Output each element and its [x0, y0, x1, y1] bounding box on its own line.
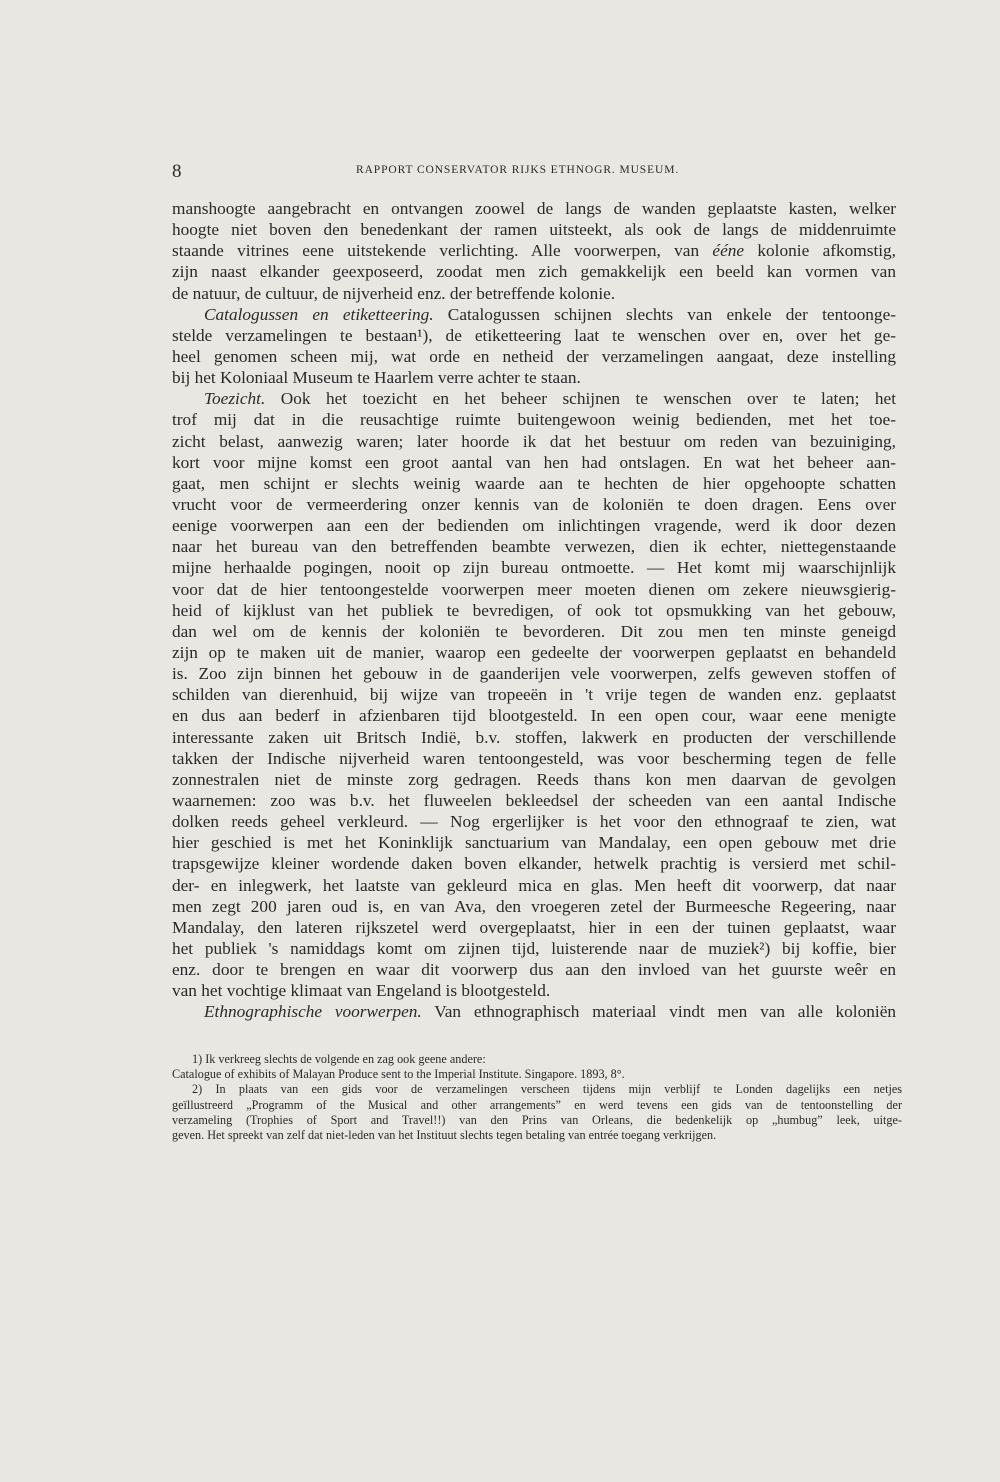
text-line: kort voor mijne komst een groot aantal van hen had ontslagen. En wat het beheer aan-: [172, 452, 896, 472]
italic-heading: Catalogussen en etiketteering.: [204, 304, 434, 324]
text-line: interessante zaken uit Britsch Indië, b.v. stoffen, lakwerk en producten der verschillende: [172, 727, 896, 747]
text-line: bij het Koloniaal Museum te Haarlem verre achter te staan.: [172, 368, 581, 388]
text-line: dolken reeds geheel verkleurd. — Nog ergerlijker is het voor den ethnograaf te zien, wat: [172, 812, 896, 832]
text-line: enz. door te brengen en waar dit voorwerp dus aan den invloed van het guurste weêr en: [172, 960, 896, 980]
text-line: takken der Indische nijverheid waren tentoongesteld, was voor bescherming tegen de felle: [172, 748, 896, 768]
paragraph-ethnographische: [172, 1001, 896, 1022]
text-run: Catalogussen schijnen slechts van enkele der tentoonge-: [433, 304, 896, 324]
text-line: zicht belast, aanwezig waren; later hoorde ik dat het bestuur om reden van bezuiniging,: [172, 431, 896, 451]
text-line: zijn op te maken uit de manier, waarop een gedeelte der voorwerpen geplaatst en behandeld: [172, 642, 896, 662]
text-line: hier geschied is met het Koninklijk sanctuarium van Mandalay, een open gebouw met drie: [172, 833, 896, 853]
text-line: trof mij dat in die reusachtige ruimte buitengewoon weinig bedienden, met het toe-: [172, 410, 896, 430]
text-line: schilden van dierenhuid, bij wijze van tropeeën in 't vrije tegen de wanden enz. geplaatst: [172, 685, 896, 705]
running-head-title: RAPPORT CONSERVATOR RIJKS ETHNOGR. MUSEUM.: [356, 164, 680, 176]
page-number: 8: [172, 161, 182, 182]
footnote-line: geven. Het spreekt van zelf dat niet-leden van het Instituut slechts tegen betaling van entrée toegang verkrijgen.: [172, 1127, 717, 1142]
text-line: heel genomen scheen mij, wat orde en netheid der verzamelingen aangaat, deze instelling: [172, 346, 896, 366]
body-text: [172, 198, 896, 1022]
italic-heading: Ethnographische voorwerpen.: [204, 1002, 422, 1022]
footnote-line: 1) Ik verkreeg slechts de volgende en zag ook geene andere:: [192, 1052, 486, 1066]
text-run: Ook het toezicht en het beheer schijnen te wenschen over te laten; het: [265, 389, 896, 409]
text-line: [172, 240, 896, 261]
text-run: kolonie afkomstig,: [744, 241, 896, 261]
text-line: dan wel om de kennis der koloniën te bevorderen. Dit zou men ten minste geneigd: [172, 621, 896, 641]
text-run: Van ethnographisch materiaal vindt men van alle koloniën: [421, 1002, 896, 1022]
text-line: mijne herhaalde pogingen, nooit op zijn bureau ontmoette. — Het komt mij waarschijnlijk: [172, 558, 896, 578]
text-line: eenige voorwerpen aan een der bedienden om inlichtingen vragende, werd ik door dezen: [172, 516, 896, 536]
text-line: Mandalay, den lateren rijkszetel werd overgeplaatst, hier in een der tuinen geplaatst, waar: [172, 917, 896, 937]
text-line: zijn naast elkander geexposeerd, zoodat men zich gemakkelijk een beeld kan vormen van: [172, 262, 896, 282]
paragraph-toezicht: [172, 388, 896, 409]
footnote-line: 2) In plaats van een gids voor de verzamelingen verscheen tijdens mijn verblijf te Londen dagelijks een netjes: [192, 1082, 902, 1097]
footnote-line: geïllustreerd „Programm of the Musical and other arrangements” en werd tevens een gids van de tentoonstelling der: [172, 1097, 902, 1112]
paragraph-catalogussen: [172, 304, 896, 325]
running-head: [172, 161, 900, 183]
text-line: de natuur, de cultuur, de nijverheid enz. der betreffende kolonie.: [172, 283, 616, 303]
text-line: stelde verzamelingen te bestaan¹), de etiketteering laat te wenschen over en, over het ge-: [172, 325, 896, 345]
footnotes: [172, 1052, 902, 1143]
text-line: waarnemen: zoo was b.v. het fluweelen bekleedsel der scheeden van een aantal Indische: [172, 790, 896, 810]
text-line: van het vochtige klimaat van Engeland is blootgesteld.: [172, 981, 551, 1001]
text-line: gaat, men schijnt er slechts weinig waarde aan te hechten de hier opgehoopte schatten: [172, 473, 896, 493]
footnote-line: verzameling (Trophies of Sport and Travel!!) van den Prins van Orleans, die bedenkelijk op „humbug” leek, uitge-: [172, 1112, 902, 1127]
italic-word: ééne: [712, 241, 745, 261]
text-line: manshoogte aangebracht en ontvangen zoowel de langs de wanden geplaatste kasten, welker: [172, 199, 896, 218]
text-run: staande vitrines eene uitstekende verlichting. Alle voorwerpen, van: [172, 241, 713, 261]
text-line: men zegt 200 jaren oud is, en van Ava, den vroegeren zetel der Burmeesche Regeering, naar: [172, 896, 896, 916]
italic-heading: Toezicht.: [204, 389, 266, 409]
text-line: trapsgewijze kleiner wordende daken boven elkander, hetwelk prachtig is versierd met schil-: [172, 854, 896, 874]
text-line: het publiek 's namiddags komt om zijnen tijd, luisterende naar de muziek²) bij koffie, bier: [172, 938, 896, 958]
text-line: is. Zoo zijn binnen het gebouw in de gaanderijen vele voorwerpen, zelfs geweven stoffen of: [172, 664, 896, 684]
text-line: vrucht voor de vermeerdering onzer kennis van de koloniën te doen dragen. Eens over: [172, 494, 896, 514]
text-line: der- en inlegwerk, het laatste van gekleurd mica en glas. Men heeft dit voorwerp, dat naar: [172, 875, 896, 895]
footnote-line: Catalogue of exhibits of Malayan Produce sent to the Imperial Institute. Singapore. 1893, 8°.: [172, 1067, 625, 1082]
text-line: hoogte niet boven den benedenkant der ramen uitsteekt, als ook de langs de middenruimte: [172, 220, 896, 240]
text-line: zonnestralen niet de minste zorg gedragen. Reeds thans kon men daarvan de gevolgen: [172, 769, 896, 789]
text-line: en dus aan bederf in afzienbaren tijd blootgesteld. In een open cour, waar eene menigte: [172, 706, 896, 726]
text-line: naar het bureau van den betreffenden beambte verwezen, dien ik echter, niettegenstaande: [172, 537, 896, 557]
text-line: voor dat de hier tentoongestelde voorwerpen meer moeten dienen om zekere nieuwsgierig-: [172, 579, 896, 599]
text-line: heid of kijklust van het publiek te bevredigen, of ook tot opsmukking van het gebouw,: [172, 600, 896, 620]
